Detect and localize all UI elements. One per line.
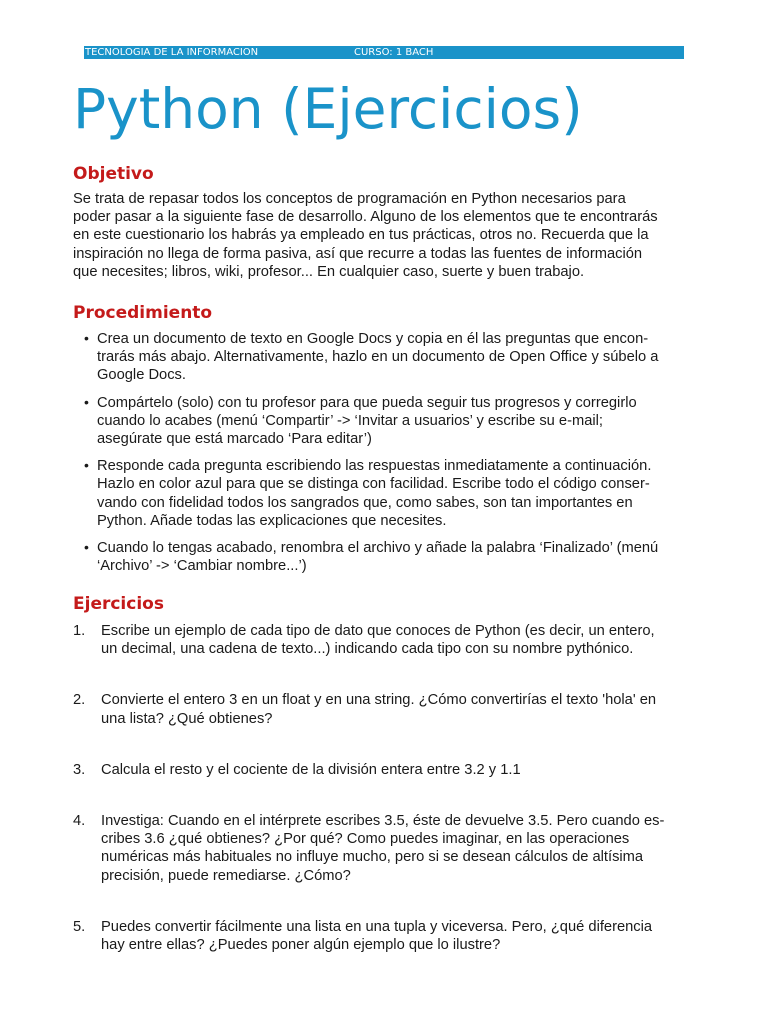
- exercise-line: cribes 3.6 ¿qué obtienes? ¿Por qué? Como puedes imaginar, en las operaciones: [101, 831, 630, 848]
- exercise-line: Escribe un ejemplo de cada tipo de dato que conoces de Python (es decir, un entero,: [101, 623, 655, 639]
- exercise-line: Convierte el entero 3 en un float y en una string. ¿Cómo convertirías el texto 'hola' en: [101, 692, 657, 709]
- list-item: [84, 539, 704, 575]
- ejercicios-list: [73, 622, 703, 954]
- header-course: CURSO: 1 BACH: [354, 47, 434, 58]
- item-line: Responde cada pregunta escribiendo las respuestas inmediatamente a continuación.: [97, 458, 652, 475]
- item-line: asegúrate que está marcado ‘Para editar’): [97, 431, 372, 448]
- exercise-number: 2.: [73, 692, 86, 709]
- bullet-icon: •: [84, 539, 89, 556]
- paragraph-line: poder pasar a la siguiente fase de desarrollo. Alguno de los elementos que te encontrarás: [73, 209, 658, 226]
- exercise-item: [73, 812, 703, 885]
- exercise-line: Puedes convertir fácilmente una lista en una tupla y viceversa. Pero, ¿qué diferencia: [101, 918, 653, 935]
- list-item: [84, 394, 704, 449]
- exercise-line: un decimal, una cadena de texto...) indicando cada tipo con su nombre pythónico.: [101, 641, 634, 658]
- list-item: [84, 330, 704, 385]
- exercise-line: numéricas más habituales no influye mucho, pero si se desean cálculos de altísima: [101, 849, 644, 866]
- exercise-line: hay entre ellas? ¿Puedes poner algún ejemplo que lo ilustre?: [101, 937, 501, 954]
- procedimiento-list: [84, 330, 704, 584]
- exercise-item: [73, 622, 703, 658]
- item-line: Crea un documento de texto en Google Docs y copia en él las preguntas que encon-: [97, 331, 649, 347]
- exercise-item: [73, 761, 703, 779]
- document-title: Python (Ejercicios): [73, 77, 583, 141]
- item-line: vando con fidelidad todos los sangrados que, como sabes, son tan importantes en: [97, 494, 633, 511]
- item-line: trarás más abajo. Alternativamente, hazlo en un documento de Open Office y súbelo a: [97, 349, 659, 366]
- paragraph-line: que necesites; libros, wiki, profesor... En cualquier caso, suerte y buen trabajo.: [73, 263, 585, 280]
- bullet-icon: •: [84, 330, 89, 346]
- list-item: [84, 457, 704, 530]
- item-line: Python. Añade todas las explicaciones que necesites.: [97, 512, 447, 529]
- item-line: Cuando lo tengas acabado, renombra el archivo y añade la palabra ‘Finalizado’ (menú: [97, 540, 659, 557]
- exercise-item: [73, 691, 703, 727]
- bullet-icon: •: [84, 457, 89, 474]
- item-line: ‘Archivo’ -> ‘Cambiar nombre...’): [97, 558, 307, 575]
- exercise-line: una lista? ¿Qué obtienes?: [101, 710, 273, 727]
- objetivo-paragraph: [73, 190, 673, 281]
- exercise-line: Calcula el resto y el cociente de la división entera entre 3.2 y 1.1: [101, 761, 521, 778]
- procedimiento-heading: Procedimiento: [73, 303, 213, 323]
- objetivo-heading: Objetivo: [73, 164, 154, 184]
- paragraph-line: Se trata de repasar todos los conceptos de programación en Python necesarios para: [73, 191, 626, 207]
- exercise-number: 3.: [73, 761, 86, 778]
- bullet-icon: •: [84, 393, 89, 410]
- item-line: Compártelo (solo) con tu profesor para que pueda seguir tus progresos y corregirlo: [97, 394, 637, 411]
- ejercicios-heading: Ejercicios: [73, 594, 164, 614]
- header-subject: TECNOLOGIA DE LA INFORMACION: [85, 47, 259, 58]
- exercise-number: 1.: [73, 623, 86, 639]
- exercise-line: precisión, puede remediarse. ¿Cómo?: [101, 867, 351, 884]
- paragraph-line: inspiración no llega de forma pasiva, así que recurre a todas las fuentes de información: [73, 245, 643, 262]
- item-line: cuando lo acabes (menú ‘Compartir’ -> ‘Invitar a usuarios’ y escribe su e-mail;: [97, 412, 603, 429]
- exercise-number: 5.: [73, 918, 86, 935]
- item-line: Hazlo en color azul para que se distinga con facilidad. Escribe todo el código conser-: [97, 476, 650, 493]
- exercise-item: [73, 918, 703, 954]
- header-bar: [84, 46, 684, 59]
- paragraph-line: en este cuestionario los habrás ya empleado en tus prácticas, otros no. Recuerda que la: [73, 227, 649, 244]
- exercise-number: 4.: [73, 813, 86, 830]
- item-line: Google Docs.: [97, 367, 186, 384]
- exercise-line: Investiga: Cuando en el intérprete escribes 3.5, éste de devuelve 3.5. Pero cuando es-: [101, 813, 665, 830]
